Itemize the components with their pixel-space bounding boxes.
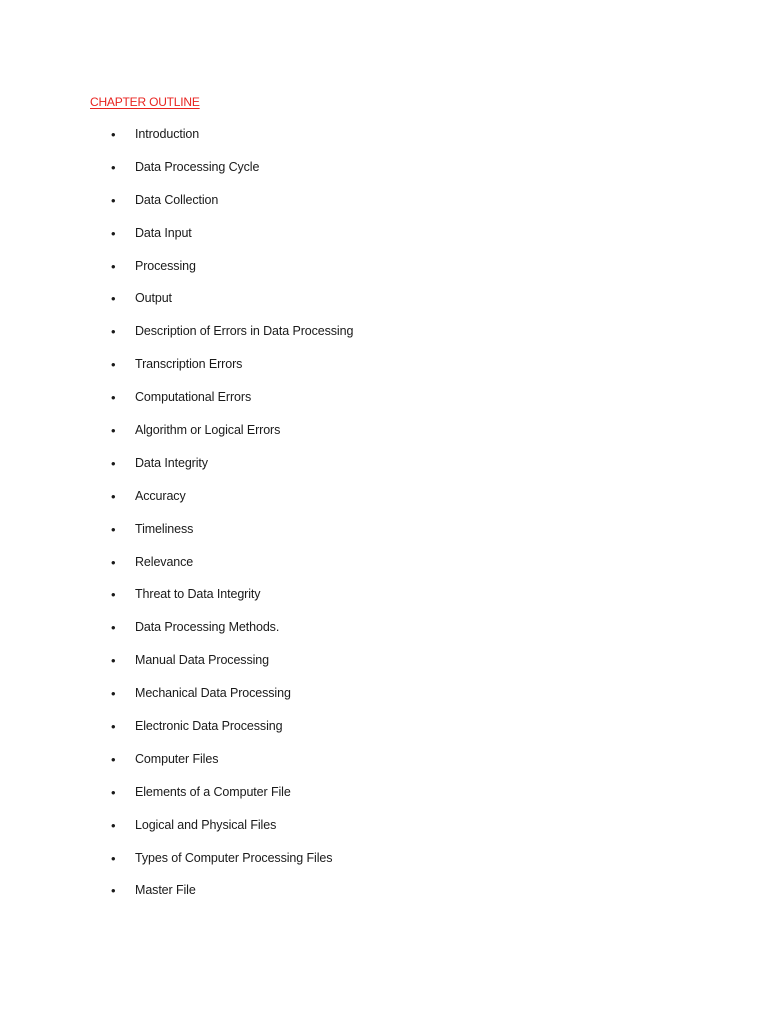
list-item-text: Algorithm or Logical Errors bbox=[135, 423, 281, 438]
bullet-icon: • bbox=[111, 423, 116, 439]
bullet-icon: • bbox=[111, 587, 116, 603]
list-item-text: Output bbox=[135, 291, 172, 306]
bullet-icon: • bbox=[111, 653, 116, 669]
list-item-text: Processing bbox=[135, 258, 196, 273]
list-item-text: Elements of a Computer File bbox=[135, 784, 291, 799]
list-item-text: Manual Data Processing bbox=[135, 653, 269, 668]
list-item-text: Electronic Data Processing bbox=[135, 719, 283, 734]
bullet-icon: • bbox=[111, 554, 116, 570]
bullet-icon: • bbox=[111, 817, 116, 833]
list-item-text: Threat to Data Integrity bbox=[135, 587, 261, 602]
bullet-icon: • bbox=[111, 127, 116, 142]
bullet-icon: • bbox=[111, 751, 116, 767]
list-item-text: Accuracy bbox=[135, 488, 186, 503]
list-item-text: Data Processing Methods. bbox=[135, 620, 280, 635]
list-item-text: Data Integrity bbox=[135, 455, 208, 470]
list-item-text: Computer Files bbox=[135, 751, 219, 766]
list-item-text: Computational Errors bbox=[135, 390, 252, 405]
list-item-text: Description of Errors in Data Processing bbox=[135, 324, 354, 339]
bullet-icon: • bbox=[111, 784, 116, 800]
bullet-icon: • bbox=[111, 225, 116, 241]
bullet-icon: • bbox=[111, 357, 116, 373]
bullet-icon: • bbox=[111, 324, 116, 340]
list-item-text: Data Collection bbox=[135, 192, 219, 207]
list-item-text: Transcription Errors bbox=[135, 357, 243, 372]
bullet-icon: • bbox=[111, 159, 116, 175]
bullet-icon: • bbox=[111, 521, 116, 537]
bullet-icon: • bbox=[111, 291, 116, 307]
bullet-icon: • bbox=[111, 390, 116, 406]
bullet-icon: • bbox=[111, 455, 116, 471]
list-item-text: Mechanical Data Processing bbox=[135, 686, 291, 701]
bullet-icon: • bbox=[111, 488, 116, 504]
list-item-text: Data Processing Cycle bbox=[135, 159, 260, 174]
bullet-icon: • bbox=[111, 686, 116, 702]
list-item-text: Introduction bbox=[135, 127, 200, 141]
list-item-text: Relevance bbox=[135, 554, 194, 569]
bullet-icon: • bbox=[111, 192, 116, 208]
list-item-text: Master File bbox=[135, 883, 196, 898]
bullet-icon: • bbox=[111, 850, 116, 866]
chapter-outline-heading: CHAPTER OUTLINE bbox=[90, 95, 200, 109]
list-item-text: Types of Computer Processing Files bbox=[135, 850, 333, 865]
bullet-icon: • bbox=[111, 620, 116, 636]
list-item-text: Logical and Physical Files bbox=[135, 817, 277, 832]
bullet-icon: • bbox=[111, 719, 116, 735]
list-item-text: Data Input bbox=[135, 225, 192, 240]
list-item-text: Timeliness bbox=[135, 521, 194, 536]
bullet-icon: • bbox=[111, 258, 116, 274]
bullet-icon: • bbox=[111, 883, 116, 899]
